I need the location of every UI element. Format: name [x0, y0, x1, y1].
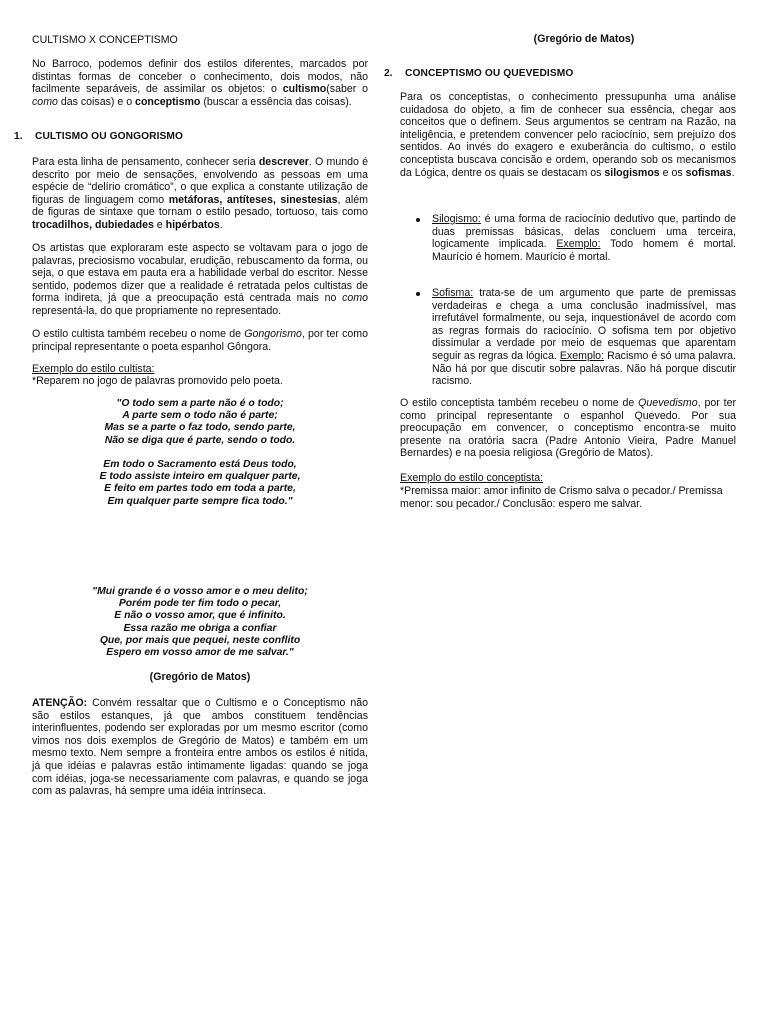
section-1-paragraph-1: Para esta linha de pensamento, conhecer seria descrever. O mundo é descrito por meio de sensações, envolvendo as pessoas em uma espécie de “delírio cromático”, o que explica a constante utilização de figuras de linguagem como metáforas, antíteses, sinestesias, além de figuras de sintaxe que tornam o estilo pesado, tortuoso, tais como trocadilhos, dubiedades e hipérbatos. — [32, 156, 368, 231]
bullet-sofisma: Sofisma: trata-se de um argumento que parte de premissas verdadeiras e chega a uma conclusão inadmissível, mas irrefutável formalmente, ou seja, inquestionável de acordo com as regras formais do raciocínio. O sofisma tem por objetivo dissimular a verdade por meio de esquemas que aparentam seguir as regras da lógica. Exemplo: Racismo é só uma palavra. Não há por que discutir sobre palavras. Não há porque discutir racismo. — [384, 287, 736, 388]
poem-line: Em todo o Sacramento está Deus todo, — [103, 459, 297, 470]
silogismo-term: Silogismo: — [432, 213, 481, 225]
poem-line: Que, por mais que pequei, neste conflito — [99, 634, 301, 646]
page-title: CULTISMO X CONCEPTISMO — [32, 34, 178, 46]
poem-line: E feito em partes todo em toda a parte, — [104, 483, 296, 495]
conceptist-example-label: Exemplo do estilo conceptista: — [400, 472, 544, 484]
cultist-example-label: Exemplo do estilo cultista: — [32, 363, 155, 375]
section-1-paragraph-3: O estilo cultista também recebeu o nome de Gongorismo, por ter como principal representante o poeta espanhol Gôngora. — [32, 328, 369, 353]
poem-stanza-1 — [32, 398, 368, 447]
poem-line: Espero em vosso amor de me salvar." — [106, 647, 294, 659]
poem-3-attribution: (Gregório de Matos) — [149, 671, 251, 683]
section-1-paragraph-2: Os artistas que exploraram este aspecto se voltavam para o jogo de palavras, preciosismo vocabular, erudição, rebuscamento da forma, ou seja, o que estava em pauta era a habilidade verbal do escritor. Nesse sentido, podemos dizer que a realidade é retratada pelos cultistas de forma indireta, já que a preocupação está centrada mais no como representá-la, do que propriamente no representado. — [32, 242, 368, 317]
poem-line: Essa razão me obriga a confiar — [123, 622, 277, 634]
poem-line: A parte sem o todo não é parte; — [122, 410, 278, 422]
bullet-icon — [416, 292, 420, 296]
section-2-paragraph-1: Para os conceptistas, o conhecimento pressupunha uma análise cuidadosa do objeto, a fim de conhecer sua essência, chegar aos conceitos que o definem. Seus argumentos se centram na Razão, na inteligência, e pretendem convencer pelo raciocínio, sem prejuízo dos sentidos. Ao invés do exagero e exuberância do cultismo, o estilo conceptista buscava concisão e ordem, operando sob os mecanismos da Lógica, dentre os quais se destacam os silogismos e os sofismas. — [400, 91, 736, 179]
cultist-example-note: *Reparem no jogo de palavras promovido pelo poeta. — [32, 375, 283, 387]
poem-line: Porém pode ter fim todo o pecar, — [118, 598, 282, 610]
poem-stanza-2 — [32, 459, 368, 508]
poem-1-attribution: (Gregório de Matos) — [533, 33, 635, 45]
conceptist-example-text: *Premissa maior: amor infinito de Crismo salva o pecador./ Premissa menor: sou pecador./ Conclusão: espero me salvar. — [400, 485, 723, 510]
bullet-icon — [416, 218, 420, 222]
poem-line: E todo assiste inteiro em qualquer parte, — [99, 471, 301, 483]
poem-line: Mas se a parte o faz todo, sendo parte, — [104, 422, 296, 434]
section-2-heading: 2. CONCEPTISMO OU QUEVEDISMO — [384, 68, 574, 79]
section-2-paragraph-2: O estilo conceptista também recebeu o nome de Quevedismo, por ter como principal representante o espanhol Quevedo. Por sua preocupação em convencer, o conceptismo encontra-se muito presente na oratória sacra (Padre Antonio Vieira, Padre Manuel Bernardes) e na poesia religiosa (Gregório de Matos). — [400, 397, 736, 460]
intro-paragraph: No Barroco, podemos definir dos estilos diferentes, marcados por distintas formas de conceber o conhecimento, dois modos, não facilmente separáveis, de assimilar os objetos: o cultismo(saber o como das coisas) e o conceptismo (buscar a essência das coisas). — [32, 58, 368, 108]
attention-paragraph: ATENÇÃO: Convém ressaltar que o Cultismo e o Conceptismo não são estilos estanques, já que ambos constituem tendências interinfluentes, podendo ser exploradas por um mesmo escritor (como vimos nos dois exemplos de Gregório de Matos) e também em um mesmo texto. Nem sempre a fronteira entre ambos os estilos é nítida, já que idéias e palavras estão intimamente ligadas: quando se joga com idéias, joga-se necessariamente com palavras, e quando se joga com as palavras, há sempre uma idéia intrínseca. — [32, 697, 368, 798]
poem-line: "O todo sem a parte não é o todo; — [116, 398, 284, 409]
poem-line: Em qualquer parte sempre fica todo." — [107, 495, 293, 507]
sofisma-term: Sofisma: — [432, 287, 474, 299]
bullet-silogismo: Silogismo: é uma forma de raciocínio dedutivo que, partindo de duas premissas básicas, delas concluem uma terceira, logicamente implicada. Exemplo: Todo homem é mortal. Maurício é homem. Maurício é mortal. — [384, 213, 736, 263]
poem-line: Não se diga que é parte, sendo o todo. — [104, 434, 296, 446]
section-1-heading: 1. CULTISMO OU GONGORISMO — [14, 131, 184, 142]
poem-stanza-3 — [32, 586, 368, 659]
poem-line: E não o vosso amor, que é infinito. — [114, 610, 286, 622]
poem-line: "Mui grande é o vosso amor e o meu delito; — [92, 586, 308, 597]
